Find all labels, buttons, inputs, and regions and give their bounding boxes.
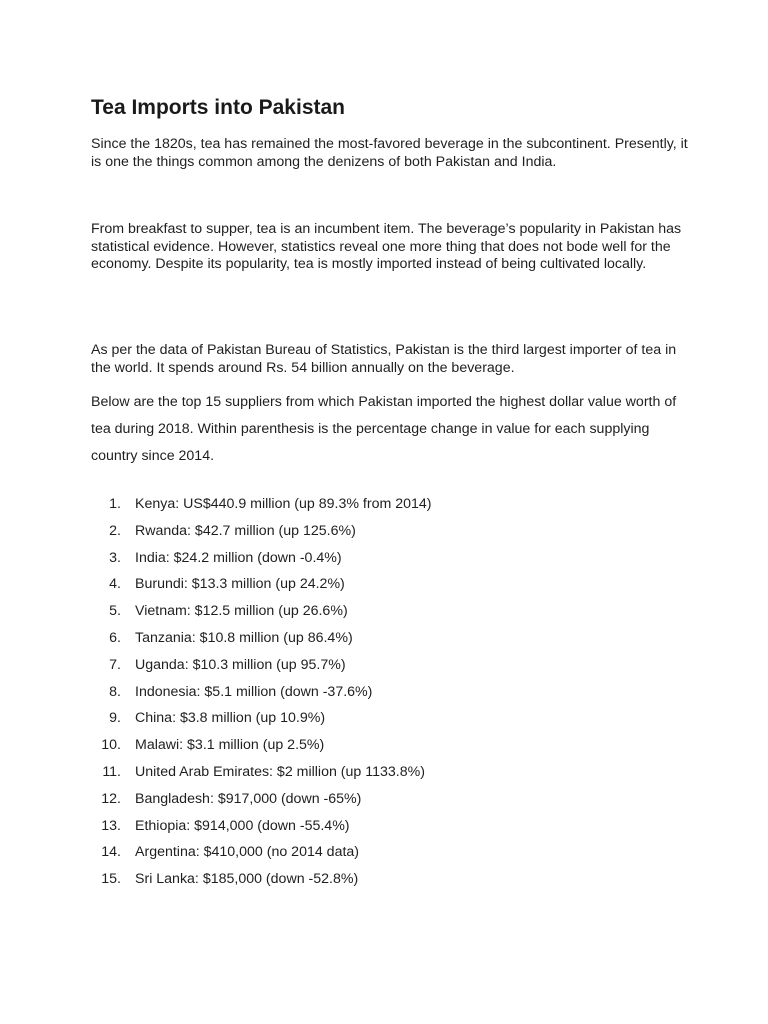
list-text: Kenya: US$440.9 million (up 89.3% from 2014) [135, 496, 432, 512]
list-intro-paragraph: Below are the top 15 suppliers from which Pakistan imported the highest dollar value worth of tea during 2018. Within parenthesis is the percentage change in value for each supplying country since 2014. [91, 394, 677, 464]
list-number: 14. [101, 844, 121, 861]
list-number: 2. [109, 522, 121, 539]
list-text: Burundi: $13.3 million (up 24.2%) [135, 576, 345, 593]
list-number: 15. [101, 871, 121, 888]
list-number: 3. [109, 549, 121, 566]
list-text: Bangladesh: $917,000 (down -65%) [135, 790, 362, 807]
list-text: Sri Lanka: $185,000 (down -52.8%) [135, 871, 359, 888]
list-item [91, 548, 432, 575]
list-text: Vietnam: $12.5 million (up 26.6%) [135, 603, 348, 620]
list-item [91, 521, 432, 548]
list-text: Uganda: $10.3 million (up 95.7%) [135, 656, 346, 673]
list-text: United Arab Emirates: $2 million (up 1133.8%) [135, 763, 425, 780]
list-item [91, 869, 432, 896]
list-text: Ethiopia: $914,000 (down -55.4%) [135, 817, 350, 834]
list-item [91, 762, 432, 789]
list-item [91, 735, 432, 762]
list-item [91, 816, 432, 843]
list-number: 6. [109, 629, 121, 646]
list-number: 13. [101, 817, 121, 834]
list-number: 4. [109, 576, 121, 593]
list-item [91, 842, 432, 869]
list-item [91, 628, 432, 655]
list-text: China: $3.8 million (up 10.9%) [135, 710, 326, 727]
document-title: Tea Imports into Pakistan [91, 96, 345, 119]
list-text: India: $24.2 million (down -0.4%) [135, 549, 342, 566]
list-item [91, 601, 432, 628]
statistics-paragraph: As per the data of Pakistan Bureau of Statistics, Pakistan is the third largest importer of tea in the world. It spends around Rs. 54 billion annually on the beverage. [91, 342, 677, 376]
list-number: 12. [101, 790, 121, 807]
list-text: Malawi: $3.1 million (up 2.5%) [135, 737, 325, 754]
list-text: Indonesia: $5.1 million (down -37.6%) [135, 683, 373, 700]
list-item [91, 494, 432, 521]
list-item [91, 682, 432, 709]
list-item [91, 574, 432, 601]
list-number: 5. [109, 603, 121, 620]
popularity-paragraph: From breakfast to supper, tea is an incumbent item. The beverage’s popularity in Pakistan has statistical evidence. However, statistics reveal one more thing that does not bode well for the economy. Despite its popularity, tea is mostly imported instead of being cultivated locally. [91, 221, 682, 272]
list-number: 1. [109, 496, 121, 512]
list-number: 7. [109, 656, 121, 673]
list-text: Tanzania: $10.8 million (up 86.4%) [135, 629, 353, 646]
supplier-list [91, 494, 432, 896]
list-item [91, 655, 432, 682]
list-number: 11. [102, 763, 121, 780]
list-item [91, 789, 432, 816]
list-number: 8. [109, 683, 121, 700]
list-number: 10. [101, 737, 121, 754]
list-text: Argentina: $410,000 (no 2014 data) [135, 844, 360, 861]
list-item [91, 708, 432, 735]
list-text: Rwanda: $42.7 million (up 125.6%) [135, 522, 356, 539]
list-number: 9. [109, 710, 121, 727]
intro-paragraph: Since the 1820s, tea has remained the most-favored beverage in the subcontinent. Presently, it is one the things common among the denizens of both Pakistan and India. [91, 136, 688, 170]
